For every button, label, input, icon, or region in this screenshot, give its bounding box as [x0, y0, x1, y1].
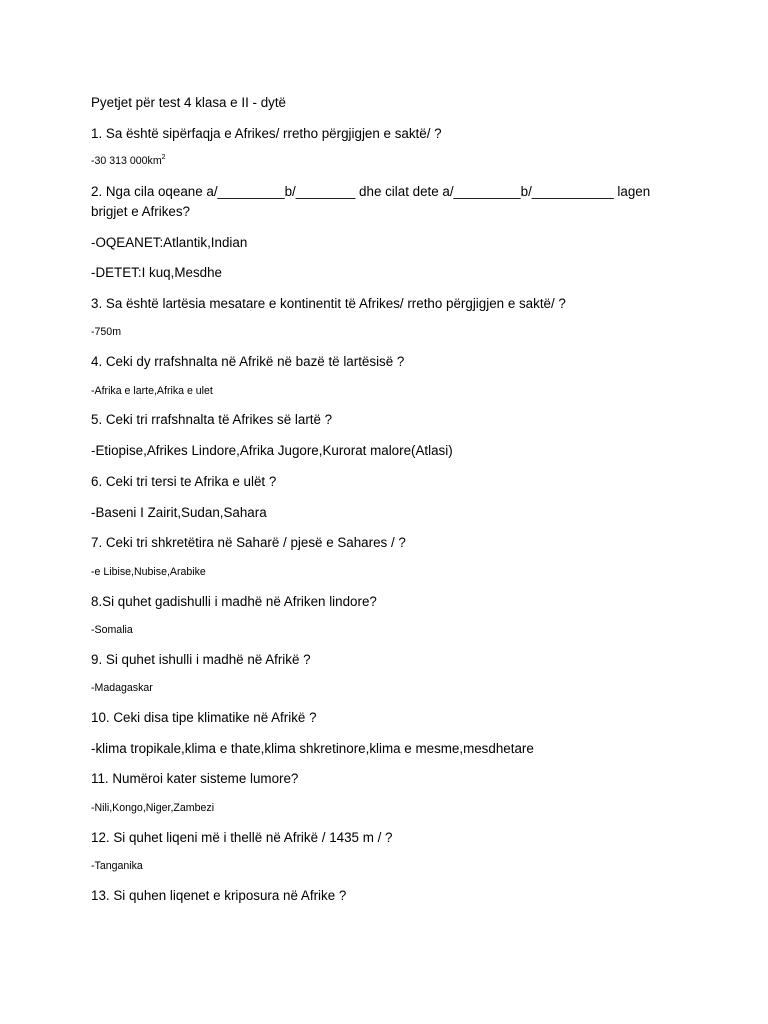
question-8: 8.Si quhet gadishulli i madhë në Afriken lindore?	[91, 594, 377, 609]
document-title: Pyetjet për test 4 klasa e II - dytë	[91, 95, 287, 110]
question-3: 3. Sa është lartësia mesatare e kontinentit të Afrikes/ rretho përgjigjen e saktë/ ?	[91, 296, 566, 311]
answer-3: -750m	[91, 326, 122, 338]
answer-1-text: -30 313 000km	[91, 155, 162, 167]
question-6: 6. Ceki tri tersi te Afrika e ulët ?	[91, 474, 277, 489]
answer-4: -Afrika e larte,Afrika e ulet	[91, 385, 213, 397]
question-9: 9. Si quhet ishulli i madhë në Afrikë ?	[91, 652, 311, 667]
answer-11: -Nili,Kongo,Niger,Zambezi	[91, 802, 215, 814]
answer-10: -klima tropikale,klima e thate,klima shkretinore,klima e mesme,mesdhetare	[91, 741, 534, 756]
question-10: 10. Ceki disa tipe klimatike në Afrikë ?	[91, 710, 317, 725]
question-11: 11. Numëroi kater sisteme lumore?	[91, 771, 299, 786]
answer-7: -e Libise,Nubise,Arabike	[91, 566, 206, 578]
question-2: 2. Nga cila oqeane a/_________b/________ dhe cilat dete a/_________b/___________ lagen brigjet e Afrikes?	[91, 184, 651, 219]
answer-5: -Etiopise,Afrikes Lindore,Afrika Jugore,Kurorat malore(Atlasi)	[91, 443, 453, 458]
question-5: 5. Ceki tri rrafshnalta të Afrikes së lartë ?	[91, 412, 333, 427]
question-13: 13. Si quhen liqenet e kriposura në Afrike ?	[91, 888, 347, 903]
answer-2-seas: -DETET:I kuq,Mesdhe	[91, 265, 222, 280]
question-4: 4. Ceki dy rrafshnalta në Afrikë në bazë të lartësisë ?	[91, 354, 405, 369]
answer-2-oceans: -OQEANET:Atlantik,Indian	[91, 235, 248, 250]
question-7: 7. Ceki tri shkretëtira në Saharë / pjesë e Sahares / ?	[91, 535, 406, 550]
answer-12: -Tanganika	[91, 860, 143, 872]
answer-1-superscript: 2	[161, 154, 166, 161]
answer-8: -Somalia	[91, 624, 133, 636]
answer-6: -Baseni I Zairit,Sudan,Sahara	[91, 505, 267, 520]
answer-9: -Madagaskar	[91, 682, 153, 694]
question-12: 12. Si quhet liqeni më i thellë në Afrikë / 1435 m / ?	[91, 830, 393, 845]
question-1: 1. Sa është sipërfaqja e Afrikes/ rretho përgjigjen e saktë/ ?	[91, 126, 442, 141]
answer-1	[91, 156, 166, 167]
